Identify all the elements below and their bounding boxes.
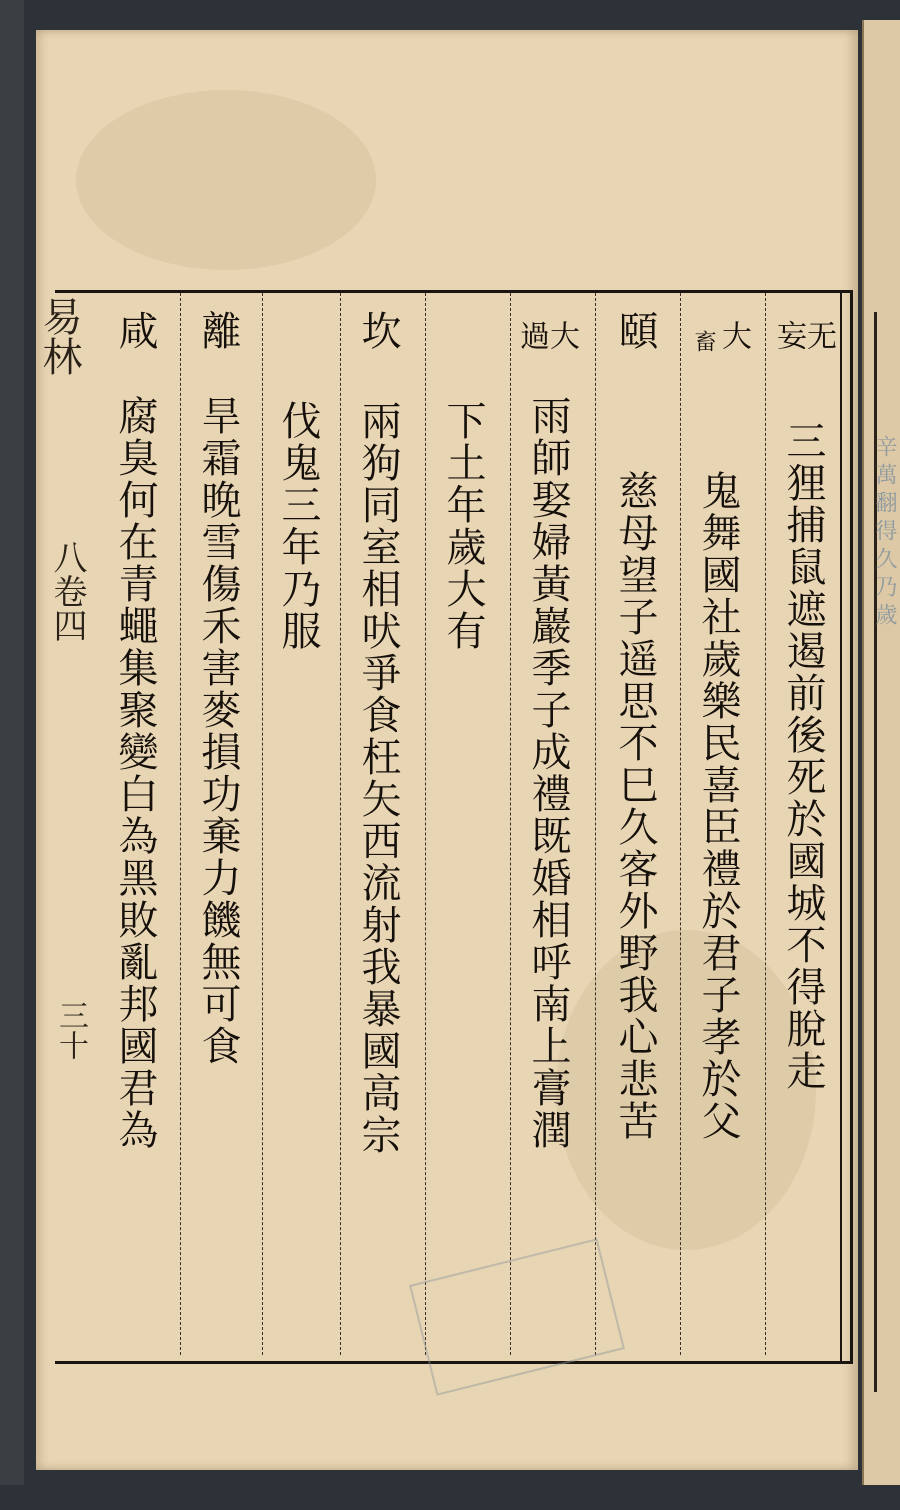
hexagram-label: 離 <box>195 310 241 350</box>
column-text: 雨師娶婦黃巖季子成禮既婚相呼南上膏潤 <box>525 395 571 1151</box>
column-divider <box>510 293 512 1355</box>
column-text: 伐鬼三年乃服 <box>275 400 321 652</box>
hexagram-label: 大 過 <box>514 320 579 350</box>
paper-stain <box>76 90 376 270</box>
hexagram-label: 咸 <box>112 310 158 350</box>
column-text: 兩狗同室相吠爭食枉矢西流射我暴國高宗 <box>355 400 401 1156</box>
margin-page-number: 三十 <box>53 1000 88 1060</box>
next-page-text: 辛萬翻得久乃歲 <box>872 435 897 631</box>
column-text: 三狸捕鼠遮遏前後死於國城不得脫走 <box>780 420 826 1092</box>
column-text: 旱霜晚雪傷禾害麥損功棄力饑無可食 <box>195 395 241 1067</box>
hexagram-label: 无 妄 <box>771 320 836 350</box>
column-divider <box>340 293 342 1355</box>
book-gutter <box>0 0 24 1485</box>
hexagram-label: 頤 <box>612 310 658 350</box>
column-text: 慈母望子遥思不巳久客外野我心悲苦 <box>612 470 658 1142</box>
column-divider <box>765 293 767 1355</box>
column-text: 腐臭何在青蠅集聚變白為黑敗亂邦國君為 <box>112 395 158 1151</box>
hexagram-label: 大 畜 <box>691 320 751 352</box>
column-divider <box>680 293 682 1355</box>
column-text: 鬼舞國社歲樂民喜臣禮於君子孝於父 <box>695 470 741 1142</box>
column-divider <box>595 293 597 1355</box>
next-page-edge <box>862 20 900 1485</box>
column-divider <box>180 293 182 1355</box>
column-divider <box>425 293 427 1355</box>
column-divider <box>262 293 264 1355</box>
margin-volume: 八卷四 <box>47 540 87 642</box>
hexagram-label: 坎 <box>355 310 401 350</box>
margin-book-title: 易林 <box>36 296 82 376</box>
column-text: 下土年歲大有 <box>440 400 486 652</box>
